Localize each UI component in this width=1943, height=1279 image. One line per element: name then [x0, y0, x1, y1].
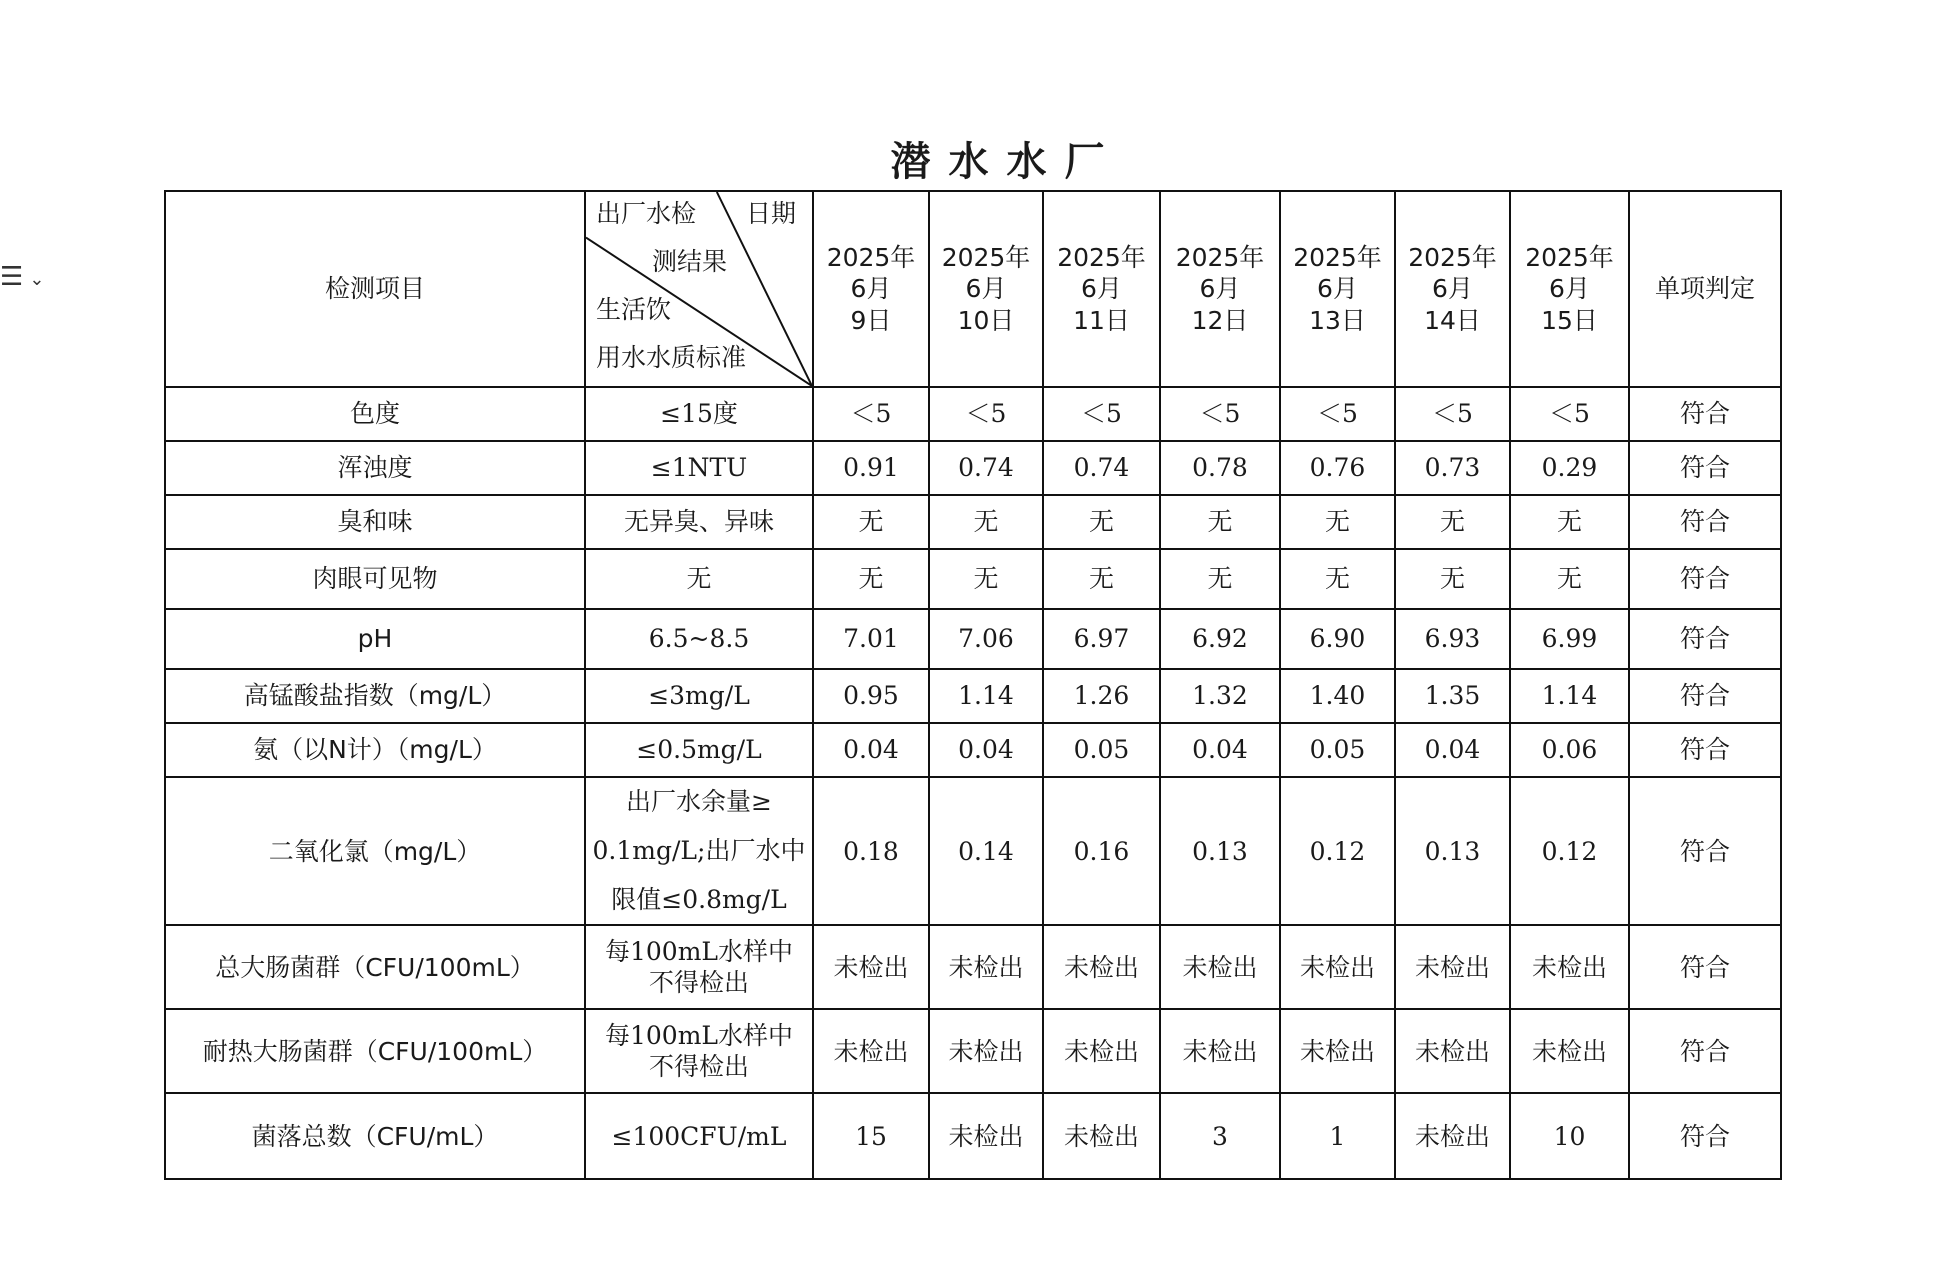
standard-cell: ≤1NTU — [585, 441, 813, 495]
table-row — [165, 669, 1781, 723]
value-cell: 无 — [813, 549, 929, 609]
table-row — [165, 723, 1781, 777]
date-header: 2025年 6月 13日 — [1280, 191, 1395, 387]
item-cell: 高锰酸盐指数（mg/L） — [165, 669, 585, 723]
value-cell: 0.04 — [1160, 723, 1280, 777]
item-cell: 总大肠菌群（CFU/100mL） — [165, 925, 585, 1009]
table-row — [165, 495, 1781, 549]
standard-cell: 每100mL水样中 不得检出 — [585, 1009, 813, 1093]
judge-cell: 符合 — [1629, 495, 1781, 549]
value-cell: 0.73 — [1395, 441, 1510, 495]
judge-header: 单项判定 — [1629, 191, 1781, 387]
value-cell: 0.12 — [1510, 777, 1629, 925]
value-cell: 无 — [929, 549, 1043, 609]
table-row — [165, 387, 1781, 441]
judge-cell: 符合 — [1629, 669, 1781, 723]
value-cell: 未检出 — [1395, 1093, 1510, 1179]
value-cell: 1.35 — [1395, 669, 1510, 723]
value-cell: 3 — [1160, 1093, 1280, 1179]
date-header: 2025年 6月 15日 — [1510, 191, 1629, 387]
value-cell: 7.06 — [929, 609, 1043, 669]
value-cell: ＜5 — [813, 387, 929, 441]
item-cell: 臭和味 — [165, 495, 585, 549]
value-cell: 未检出 — [1160, 925, 1280, 1009]
value-cell: 1.32 — [1160, 669, 1280, 723]
value-cell: 无 — [1510, 549, 1629, 609]
judge-cell: 符合 — [1629, 609, 1781, 669]
judge-cell: 符合 — [1629, 777, 1781, 925]
item-cell: 色度 — [165, 387, 585, 441]
menu-icon[interactable] — [0, 262, 44, 292]
value-cell: 7.01 — [813, 609, 929, 669]
date-header: 2025年 6月 10日 — [929, 191, 1043, 387]
item-header: 检测项目 — [165, 191, 585, 387]
standard-cell: ≤100CFU/mL — [585, 1093, 813, 1179]
table-row — [165, 925, 1781, 1009]
value-cell: 无 — [813, 495, 929, 549]
corner-line3: 生活饮 — [596, 295, 672, 324]
judge-cell: 符合 — [1629, 387, 1781, 441]
value-cell: 未检出 — [1510, 925, 1629, 1009]
corner-line4: 用水水质标准 — [596, 343, 747, 372]
standard-cell: 无 — [585, 549, 813, 609]
value-cell: 6.99 — [1510, 609, 1629, 669]
value-cell: 未检出 — [1043, 1009, 1160, 1093]
value-cell: 6.92 — [1160, 609, 1280, 669]
value-cell: 0.05 — [1043, 723, 1160, 777]
value-cell: 0.04 — [1395, 723, 1510, 777]
value-cell: 1.40 — [1280, 669, 1395, 723]
judge-cell: 符合 — [1629, 723, 1781, 777]
standard-cell: ≤15度 — [585, 387, 813, 441]
value-cell: 15 — [813, 1093, 929, 1179]
value-cell: 1.26 — [1043, 669, 1160, 723]
value-cell: 1.14 — [929, 669, 1043, 723]
table-row — [165, 549, 1781, 609]
value-cell: ＜5 — [929, 387, 1043, 441]
value-cell: 0.29 — [1510, 441, 1629, 495]
value-cell: 10 — [1510, 1093, 1629, 1179]
item-cell: 肉眼可见物 — [165, 549, 585, 609]
value-cell: 无 — [1395, 495, 1510, 549]
value-cell: 未检出 — [1395, 1009, 1510, 1093]
judge-cell: 符合 — [1629, 441, 1781, 495]
item-cell: 菌落总数（CFU/mL） — [165, 1093, 585, 1179]
table-row — [165, 777, 1781, 925]
table-row — [165, 1009, 1781, 1093]
date-header: 2025年 6月 14日 — [1395, 191, 1510, 387]
value-cell: 6.97 — [1043, 609, 1160, 669]
value-cell: 0.95 — [813, 669, 929, 723]
value-cell: 未检出 — [1395, 925, 1510, 1009]
value-cell: 未检出 — [813, 1009, 929, 1093]
date-header: 2025年 6月 12日 — [1160, 191, 1280, 387]
value-cell: 0.18 — [813, 777, 929, 925]
value-cell: 未检出 — [1280, 925, 1395, 1009]
value-cell: 0.12 — [1280, 777, 1395, 925]
list-icon: ☰ — [0, 262, 24, 292]
value-cell: 无 — [1043, 549, 1160, 609]
value-cell: ＜5 — [1395, 387, 1510, 441]
value-cell: 0.74 — [1043, 441, 1160, 495]
date-header: 2025年 6月 9日 — [813, 191, 929, 387]
value-cell: 0.13 — [1395, 777, 1510, 925]
value-cell: ＜5 — [1280, 387, 1395, 441]
value-cell: ＜5 — [1043, 387, 1160, 441]
value-cell: 6.90 — [1280, 609, 1395, 669]
value-cell: 0.76 — [1280, 441, 1395, 495]
standard-cell: ≤3mg/L — [585, 669, 813, 723]
header-row — [165, 191, 1781, 387]
value-cell: 6.93 — [1395, 609, 1510, 669]
corner-line2: 测结果 — [652, 247, 728, 276]
value-cell: 无 — [1395, 549, 1510, 609]
table-row — [165, 441, 1781, 495]
value-cell: 未检出 — [1280, 1009, 1395, 1093]
corner-header — [585, 191, 813, 387]
chevron-down-icon: ⌄ — [29, 269, 45, 290]
judge-cell: 符合 — [1629, 925, 1781, 1009]
item-cell: 氨（以N计）（mg/L） — [165, 723, 585, 777]
value-cell: ＜5 — [1160, 387, 1280, 441]
value-cell: 0.04 — [813, 723, 929, 777]
value-cell: 未检出 — [929, 1009, 1043, 1093]
value-cell: 0.06 — [1510, 723, 1629, 777]
value-cell: 无 — [1160, 495, 1280, 549]
standard-cell: ≤0.5mg/L — [585, 723, 813, 777]
item-cell: pH — [165, 609, 585, 669]
value-cell: 0.16 — [1043, 777, 1160, 925]
value-cell: 未检出 — [813, 925, 929, 1009]
value-cell: 0.13 — [1160, 777, 1280, 925]
judge-cell: 符合 — [1629, 549, 1781, 609]
value-cell: 无 — [1280, 549, 1395, 609]
value-cell: 0.91 — [813, 441, 929, 495]
value-cell: 未检出 — [1160, 1009, 1280, 1093]
value-cell: 0.14 — [929, 777, 1043, 925]
value-cell: 无 — [929, 495, 1043, 549]
item-cell: 浑浊度 — [165, 441, 585, 495]
value-cell: 未检出 — [1510, 1009, 1629, 1093]
table-row — [165, 1093, 1781, 1179]
date-header: 2025年 6月 11日 — [1043, 191, 1160, 387]
value-cell: 无 — [1510, 495, 1629, 549]
value-cell: 未检出 — [929, 1093, 1043, 1179]
corner-line1: 出厂水检 — [596, 199, 697, 228]
value-cell: 0.04 — [929, 723, 1043, 777]
value-cell: 未检出 — [1043, 1093, 1160, 1179]
judge-cell: 符合 — [1629, 1093, 1781, 1179]
standard-cell: 无异臭、异味 — [585, 495, 813, 549]
value-cell: 未检出 — [1043, 925, 1160, 1009]
item-cell: 二氧化氯（mg/L） — [165, 777, 585, 925]
value-cell: 无 — [1280, 495, 1395, 549]
corner-line1-right: 日期 — [745, 199, 796, 228]
judge-cell: 符合 — [1629, 1009, 1781, 1093]
value-cell: ＜5 — [1510, 387, 1629, 441]
value-cell: 0.78 — [1160, 441, 1280, 495]
standard-cell: 每100mL水样中 不得检出 — [585, 925, 813, 1009]
value-cell: 未检出 — [929, 925, 1043, 1009]
value-cell: 1 — [1280, 1093, 1395, 1179]
value-cell: 1.14 — [1510, 669, 1629, 723]
value-cell: 0.74 — [929, 441, 1043, 495]
water-quality-table — [164, 190, 1782, 1180]
standard-cell: 出厂水余量≥ 0.1mg/L;出厂水中 限值≤0.8mg/L — [585, 777, 813, 925]
value-cell: 0.05 — [1280, 723, 1395, 777]
value-cell: 无 — [1160, 549, 1280, 609]
item-cell: 耐热大肠菌群（CFU/100mL） — [165, 1009, 585, 1093]
standard-cell: 6.5~8.5 — [585, 609, 813, 669]
value-cell: 无 — [1043, 495, 1160, 549]
page-title: 潜水水厂 — [890, 139, 1123, 185]
table-row — [165, 609, 1781, 669]
